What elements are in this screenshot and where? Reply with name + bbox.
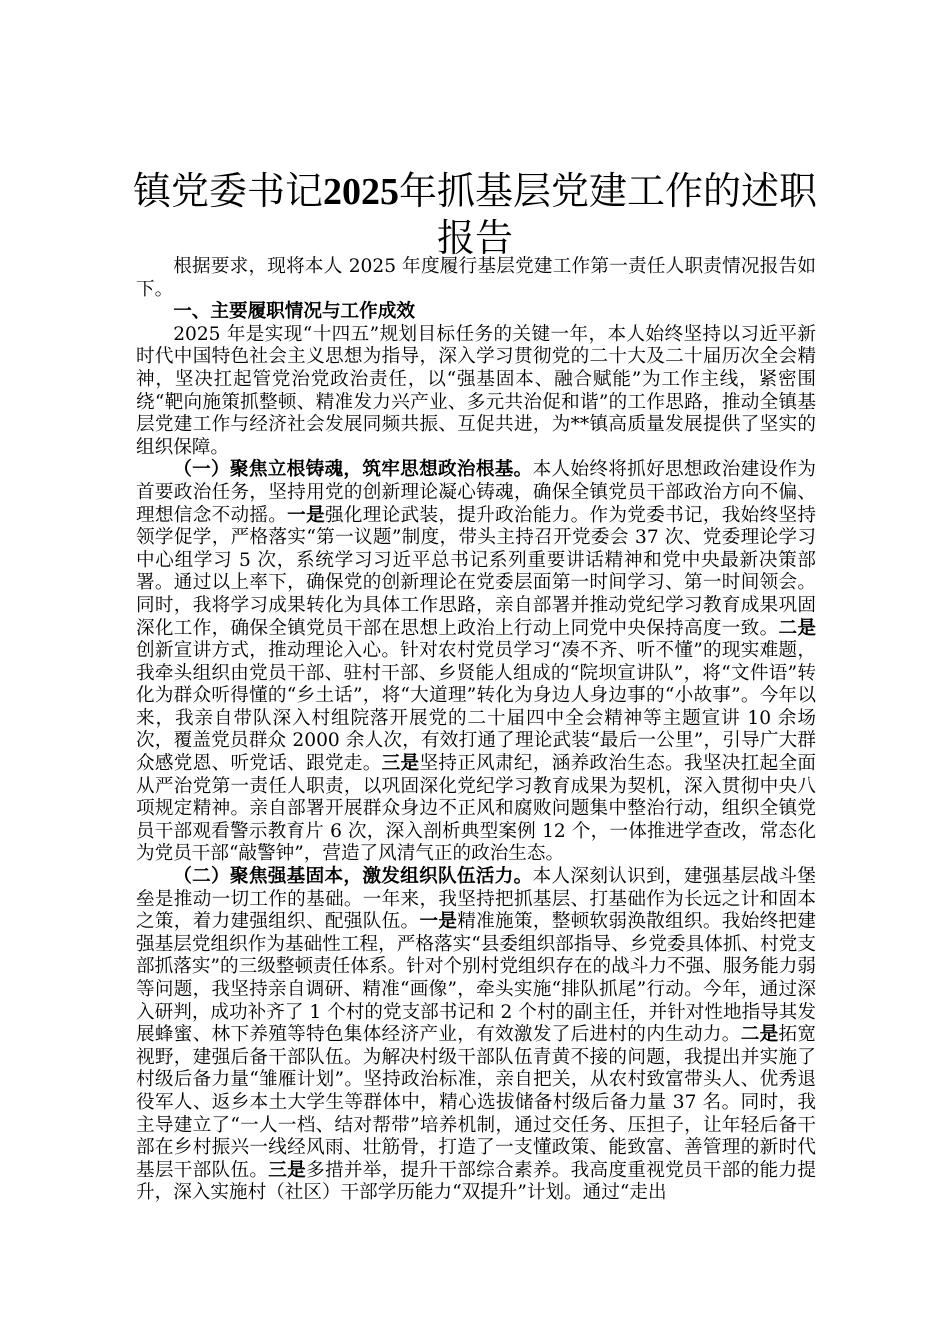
- title-suffix: 年抓基层党建工作的述职报告: [399, 169, 818, 260]
- bold-run: 二是: [778, 617, 816, 639]
- body-paragraph: [136, 324, 816, 460]
- bold-run: 三是: [268, 1159, 307, 1181]
- text-run: 多措并举，提升干部综合素养。我高度重视党员干部的能力提升，深入实施村（社区）干部学历能力“双提升”计划。通过“走出: [136, 1159, 816, 1204]
- text-run: 坚持正风肃纪，涵养政治生态。我坚决扛起全面从严治党第一责任人职责，以巩固深化党纪学习教育成果为契机，深入贯彻中央八项规定精神。亲自部署开展群众身边不正风和腐败问题集中整治行动，组织全镇党员干部观看警示教育片 6 次，深入剖析典型案例 12 个，一体推进学查改，常态化为党员干部“敲警钟”，营造了风清气正的政治生态。: [136, 753, 816, 865]
- bold-run: 一是: [419, 911, 458, 933]
- document-title: [120, 168, 830, 261]
- text-run: 本人始终将抓好思想政治建设作为首要政治任务，坚持用党的创新理论凝心铸魂，确保全镇党员干部政治方向不偏、理想信念不动摇。: [136, 459, 816, 526]
- bold-run: 三是: [381, 753, 420, 775]
- body-paragraph: [136, 866, 816, 1205]
- text-run: 强化理论武装，提升政治能力。作为党委书记，我始终坚持领学促学，严格落实“第一议题”制度，带头主持召开党委会 37 次、党委理论学习中心组学习 5 次，系统学习习近平总书记系列重要讲话精神和党中央最新决策部署。通过以上率下，确保党的创新理论在党委层面第一时间学习、第一时间领会。同时，我将学习成果转化为具体工作思路，亲自部署并推动党纪学习教育成果巩固深化工作，确保全镇党员干部在思想上政治上行动上同党中央保持高度一致。: [136, 504, 816, 639]
- text-run: 拓宽视野，建强后备干部队伍。为解决村级干部队伍青黄不接的问题，我提出并实施了村级后备力量“雏雁计划”。坚持政治标准，亲自把关，从农村致富带头人、优秀退役军人、返乡本土大学生等群体中，精心选拔储备村级后备力量 37 名。同时，我主导建立了“一人一档、结对帮带”培养机制，通过交任务、压担子，让年轻后备干部在乡村振兴一线经风雨、壮筋骨，打造了一支懂政策、能致富、善管理的新时代基层干部队伍。: [136, 1024, 816, 1181]
- title-year: 2025: [323, 171, 399, 213]
- text-run: 精准施策，整顿软弱涣散组织。我始终把建强基层党组织作为基础性工程，严格落实“县委组织部指导、乡党委具体抓、村党支部抓落实”的三级整顿责任体系。针对个别村党组织存在的战斗力不强、服务能力弱等问题，我坚持亲自调研、精准“画像”，牵头实施“排队抓尾”行动。今年，通过深入研判，成功补齐了 1 个村的党支部书记和 2 个村的副主任，并针对性地指导其发展蜂蜜、林下养殖等特色集体经济产业，有效激发了后进村的内生动力。: [136, 911, 816, 1046]
- body-paragraph: [136, 256, 816, 301]
- text-run: 本人深刻认识到，建强基层战斗堡垒是推动一切工作的基础。一年来，我坚持把抓基层、打基础作为长远之计和固本之策，着力建强组织、配强队伍。: [136, 866, 816, 933]
- text-run: 根据要求，现将本人 2025 年度履行基层党建工作第一责任人职责情况报告如下。: [136, 256, 816, 300]
- bold-run: （一）聚焦立根铸魂，筑牢思想政治根基。: [173, 459, 533, 481]
- bold-run: 一、主要履职情况与工作成效: [173, 301, 415, 323]
- bold-run: 二是: [740, 1024, 779, 1046]
- title-prefix: 镇党委书记: [132, 169, 323, 213]
- body-paragraph: [136, 459, 816, 866]
- document-body: [136, 256, 816, 1205]
- text-run: 2025 年是实现“十四五”规划目标任务的关键一年，本人始终坚持以习近平新时代中国特色社会主义思想为指导，深入学习贯彻党的二十大及二十届历次全会精神，坚决扛起管党治党政治责任，以“强基固本、融合赋能”为工作主线，紧密围绕“靶向施策抓整顿、精准发力兴产业、多元共治促和谐”的工作思路，推动全镇基层党建工作与经济社会发展同频共振、互促共进，为**镇高质量发展提供了坚实的组织保障。: [136, 323, 816, 458]
- bold-run: 一是: [287, 504, 325, 526]
- section-heading: [136, 301, 816, 324]
- bold-run: （二）聚焦强基固本，激发组织队伍活力。: [173, 866, 533, 888]
- text-run: 创新宣讲方式，推动理论入心。针对农村党员学习“凑不齐、听不懂”的现实难题，我牵头组织由党员干部、驻村干部、乡贤能人组成的“院坝宣讲队”，将“文件语”转化为群众听得懂的“乡土话”，将“大道理”转化为身边人身边事的“小故事”。今年以来，我亲自带队深入村组院落开展党的二十届四中全会精神等主题宣讲 10 余场次，覆盖党员群众 2000 余人次，有效打通了理论武装“最后一公里”，引导广大群众感党恩、听党话、跟党走。: [136, 640, 816, 775]
